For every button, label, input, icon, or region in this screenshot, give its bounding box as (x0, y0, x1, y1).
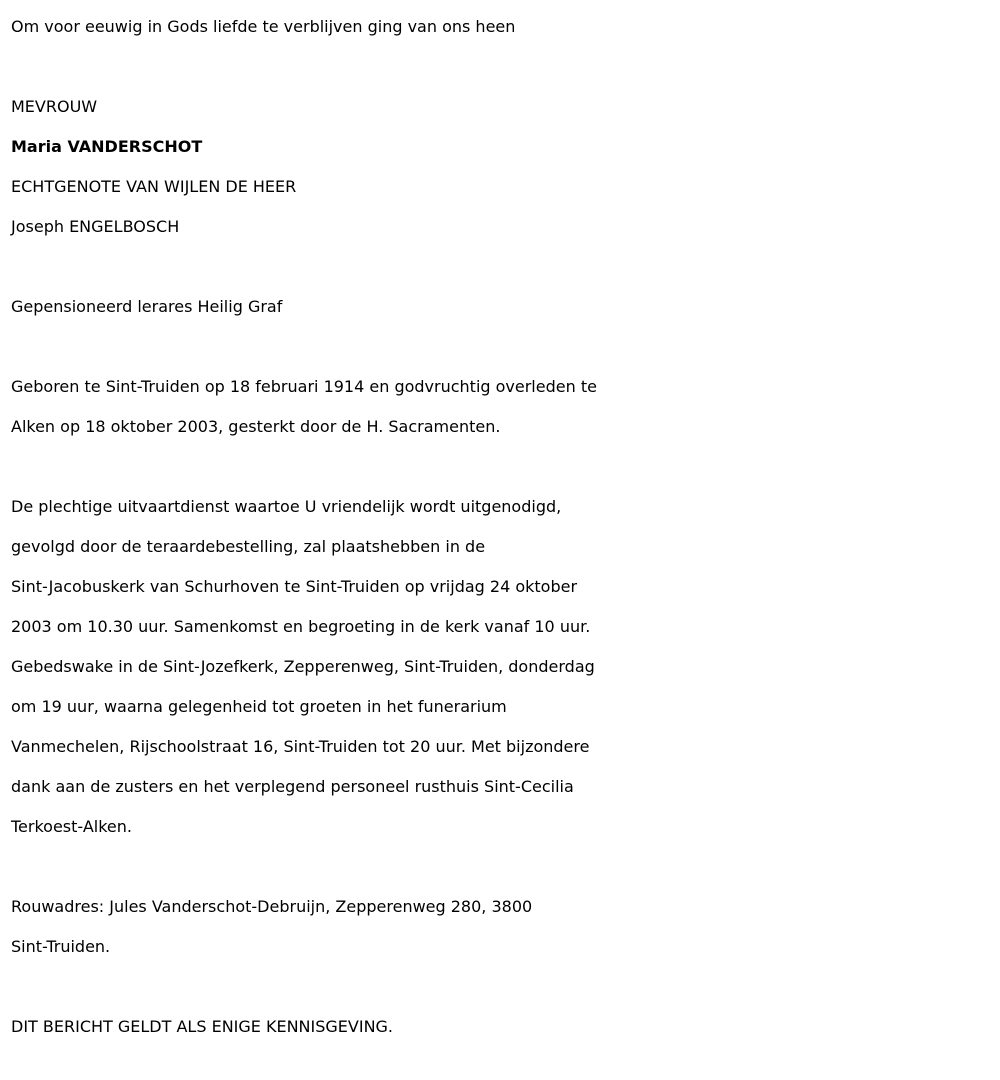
deceased-name: Maria VANDERSCHOT (11, 137, 203, 156)
birth-death-paragraph (11, 367, 1000, 447)
title-text: MEVROUW (11, 97, 98, 116)
spacer (11, 327, 1000, 367)
paragraph-line: gevolgd door de teraardebestelling, zal plaatshebben in de (11, 537, 486, 556)
paragraph-line: dank aan de zusters en het verplegend personeel rusthuis Sint-Cecilia (11, 777, 574, 796)
footer-notice: DIT BERICHT GELDT ALS ENIGE KENNISGEVING. (11, 1017, 394, 1036)
mourning-address (11, 887, 1000, 967)
ceremony-paragraph (11, 487, 1000, 847)
spacer (11, 47, 1000, 87)
paragraph-line: 2003 om 10.30 uur. Samenkomst en begroeting in de kerk vanaf 10 uur. (11, 617, 591, 636)
paragraph-line: Vanmechelen, Rijschoolstraat 16, Sint-Truiden tot 20 uur. Met bijzondere (11, 737, 590, 756)
paragraph-line: Terkoest-Alken. (11, 817, 132, 836)
paragraph-line: om 19 uur, waarna gelegenheid tot groeten in het funerarium (11, 697, 507, 716)
spacer (11, 247, 1000, 287)
spacer (11, 847, 1000, 887)
spouse-name: Joseph ENGELBOSCH (11, 217, 180, 236)
paragraph-line: Gebedswake in de Sint-Jozefkerk, Zepperenweg, Sint-Truiden, donderdag (11, 657, 595, 676)
paragraph-line: De plechtige uitvaartdienst waartoe U vriendelijk wordt uitgenodigd, (11, 497, 562, 516)
occupation-text: Gepensioneerd lerares Heilig Graf (11, 297, 283, 316)
paragraph-line: Rouwadres: Jules Vanderschot-Debruijn, Zepperenweg 280, 3800 (11, 897, 533, 916)
paragraph-line: Sint-Jacobuskerk van Schurhoven te Sint-Truiden op vrijdag 24 oktober (11, 577, 578, 596)
paragraph-line: Alken op 18 oktober 2003, gesterkt door de H. Sacramenten. (11, 417, 501, 436)
spacer (11, 967, 1000, 1007)
intro-text: Om voor eeuwig in Gods liefde te verblijven ging van ons heen (11, 17, 516, 36)
paragraph-line: Sint-Truiden. (11, 937, 111, 956)
spacer (11, 447, 1000, 487)
paragraph-line: Geboren te Sint-Truiden op 18 februari 1914 en godvruchtig overleden te (11, 377, 597, 396)
relation-text: ECHTGENOTE VAN WIJLEN DE HEER (11, 177, 297, 196)
